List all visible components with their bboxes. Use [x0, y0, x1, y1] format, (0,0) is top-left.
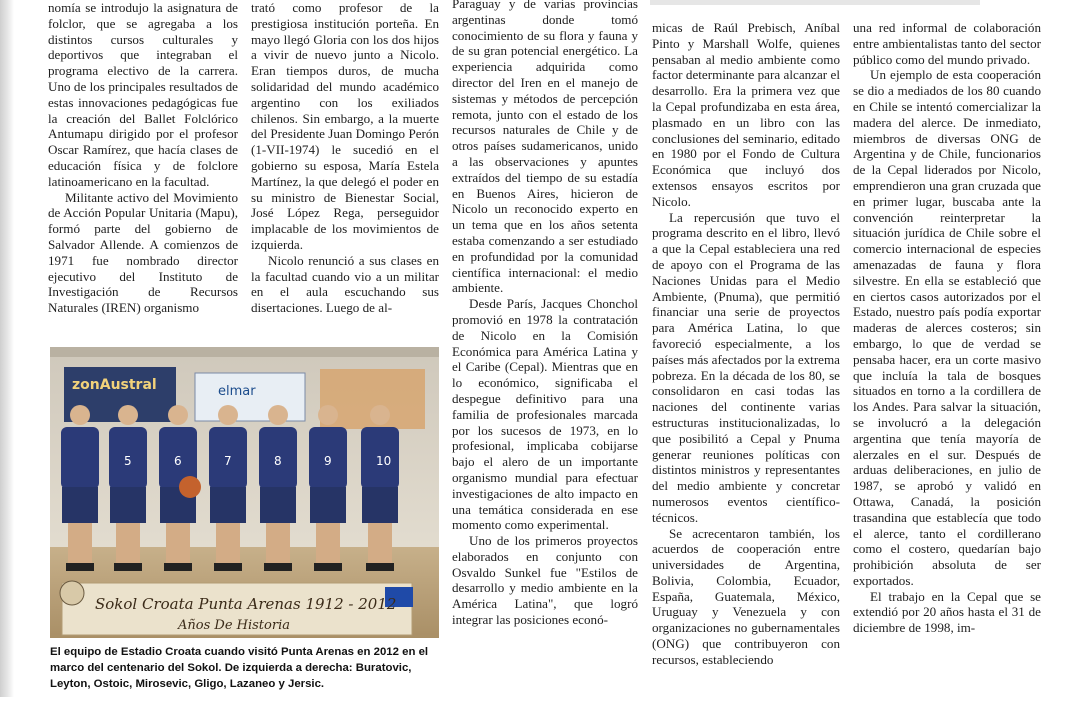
article-column-4: [652, 20, 840, 717]
ceiling-edge: [50, 347, 439, 357]
paragraph: una red informal de colaboración entre ambientalistas tanto del sector público como del mundo privado.: [853, 20, 1041, 67]
paragraph: Nicolo renunció a sus clases en la facultad cuando vio a un militar en el aula escuchando sus disertaciones. Luego de al-: [251, 252, 439, 316]
paragraph: Desde París, Jacques Chonchol promovió en 1978 la contratación de Nicolo en la Comisión Económica para América Latina y el Caribe (Cepal). Mientras que en lo económico, significaba el despegue definitivo para una familia de profesionales marcada por los sucesos de 1973, en lo profesional, implicaba cobijarse bajo el alero de un importante organismo mundial para efectuar investigaciones de alto impacto en una temática considerada en ese momento como experimental.: [452, 296, 638, 533]
paragraph: trató como profesor de la prestigiosa institución porteña. En mayo llegó Gloria con los dos hijos a vivir de nuevo junto a Nicolo. Eran tiempos duros, de mucha solidaridad del mundo académico argentino con los exiliados chilenos. Sin embargo, a la muerte del Presidente Juan Domingo Perón (1-VII-1974) le sucedió en el gobierno su esposa, María Estela Martínez, la que delegó el poder en su ministro de Bienestar Social, José López Rega, perseguidor implacable de los movimientos de izquierda.: [251, 0, 439, 252]
paragraph: Uno de los primeros proyectos elaborados en conjunto con Osvaldo Sunkel fue "Estilos de desarrollo y medio ambiente en la América Latina", que logró integrar las posiciones econó-: [452, 533, 638, 628]
sponsor-sign-left-text: zonAustral: [72, 377, 157, 393]
header-strip: [650, 0, 980, 5]
team-photo: [50, 347, 439, 638]
article-column-5: [853, 20, 1041, 717]
photo-caption: El equipo de Estadio Croata cuando visitó Punta Arenas en 2012 en el marco del centenario del Sokol. De izquierda a derecha: Buratovic, Leyton, Ostoic, Mirosevic, Gligo, Lazaneo y Jersic.: [50, 646, 429, 691]
article-column-2: [251, 0, 439, 345]
team-photo-illustration: [50, 347, 439, 638]
banner-text: Sokol Croata Punta Arenas 1912 - 2012: [95, 595, 397, 613]
jersey-number: 7: [224, 454, 232, 468]
article-column-1: [48, 0, 238, 345]
jersey-number: 10: [376, 454, 392, 468]
paragraph: micas de Raúl Prebisch, Aníbal Pinto y Marshall Wolfe, quienes pensaban al medio ambiente como factor determinante para alcanzar el desarrollo. Era la primera vez que la Cepal profundizaba en esta área, plasmado en un libro con las conclusiones del seminario, editado en 1980 por el Fondo de Cultura Económica que incluyó dos extensos ensayos escritos por Nicolo.: [652, 20, 840, 209]
sponsor-sign-center-text: elmar: [218, 384, 256, 399]
jersey-number: 5: [124, 454, 132, 468]
banner-subtext: Años De Historia: [178, 618, 290, 633]
paragraph: nomía se introdujo la asignatura de folclor, que se agregaba a los distintos cursos culturales y deportivos que integraban el programa electivo de la carrera. Uno de los principales resultados de estas innovaciones pedagógicas fue la creación del Ballet Folclórico Antumapu dirigido por el profesor Oscar Ramírez, que hacía clases de educación física y de folclore latinoamericano en la facultad.: [48, 0, 238, 189]
paragraph: El trabajo en la Cepal que se extendió por 20 años hasta el 31 de diciembre de 1998, im-: [853, 588, 1041, 636]
paragraph: Paraguay y de varias provincias argentinas donde tomó conocimiento de su flora y fauna y de su gran potencial energético. La experiencia adquirida como director del Iren en el manejo de sistemas y métodos de percepción remota, junto con el estado de los recursos naturales de Chile y de otros países sudamericanos, unido a las observaciones y apuntes extraídos del tiempo de su estadía en Buenos Aires, hicieron de Nicolo un reconocido experto en un tema que en los años setenta estaba comenzando a ser estudiado en profundidad por la comunidad científica internacional: el medio ambiente.: [452, 0, 638, 296]
basketball-icon: [179, 476, 201, 498]
article-column-3: [452, 0, 638, 693]
jersey-number: 6: [174, 454, 182, 468]
paragraph: Se acrecentaron también, los acuerdos de cooperación entre universidades de Argentina, Bolivia, Colombia, Ecuador, España, Guatemala, México, Uruguay y Venezuela y con organizaciones no gubernamentales (ONG) que contribuyeron con recursos, estableciendo: [652, 525, 840, 667]
page-gutter: [0, 0, 14, 697]
jersey-number: 8: [274, 454, 282, 468]
paragraph: La repercusión que tuvo el programa descrito en el libro, llevó a que la Cepal estableciera una red de apoyo con el Programa de las Naciones Unidas para el Medio Ambiente, (Pnuma), que permitió financiar una serie de proyectos para América Latina, lo que favoreció especialmente, a los países más afectados por la extrema pobreza. En la década de los 80, se consolidaron en casi todas las naciones del continente varias estructuras institucionalizadas, lo que posibilitó a Cepal y Pnuma generar reuniones políticas con distintos ministros y representantes del medio ambiente y concretar numerosos eventos científico- técnicos.: [652, 209, 840, 525]
club-crest-icon: [60, 581, 84, 605]
paragraph: Militante activo del Movimiento de Acción Popular Unitaria (Mapu), formó parte del gobierno de Salvador Allende. A comienzos de 1971 fue nombrado director ejecutivo del Instituto de Investigación de Recursos Naturales (IREN) organismo: [48, 189, 238, 316]
paragraph: Un ejemplo de esta cooperación se dio a mediados de los 80 cuando en Chile se intentó comercializar la madera del alerce. De inmediato, miembros de diversas ONG de Argentina y de Chile, funcionarios de la Cepal liderados por Nicolo, emprendieron una gran cruzada que en primer lugar, buscaba ante la convención reinterpretar la situación jurídica de Chile sobre el comercio internacional de especies amenazadas de fauna y flora silvestre. En ella se estableció que en ciertos casos autorizados por el Estado, nuestro país podía exportar maderas de alerces costeros; sin embargo, lo que de verdad se pensaba hacer, era un corte masivo que incluía la tala de bosques situados en torno a la cordillera de los Andes. Para salvar la situación, se involucró a la delegación argentina que tenía mayoría de alerzales en el sur. Después de arduas deliberaciones, en julio de 1987, se aprobó y validó en Ottawa, Canadá, la posición trasandina que establecía que todo el alerce, tanto el cordillerano como el costero, quedarían bajo prohibición absoluta de ser exportados.: [853, 67, 1041, 588]
jersey-number: 9: [324, 454, 332, 468]
